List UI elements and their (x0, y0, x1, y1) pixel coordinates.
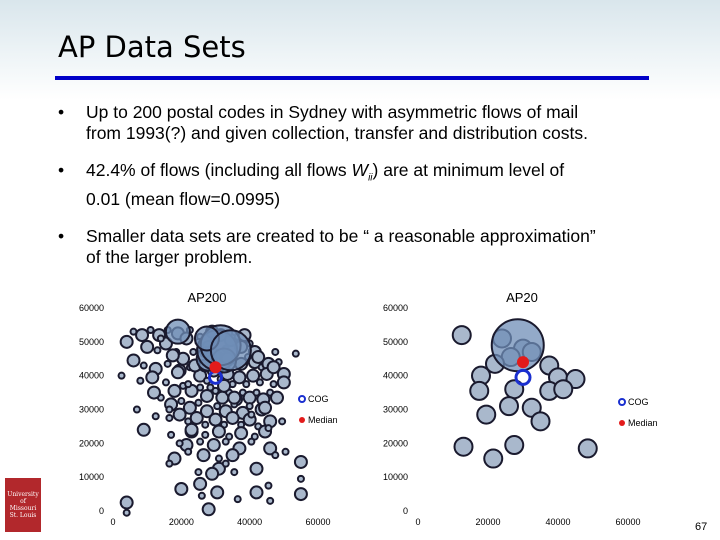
node-point (175, 483, 187, 495)
bullet-line: of the larger problem. (86, 246, 253, 267)
node-point (500, 397, 518, 415)
node-point (195, 400, 201, 406)
x-tick-label: 60000 (615, 517, 641, 527)
bullet-line: 0.01 (mean flow=0.0995) (86, 188, 281, 209)
node-point (227, 412, 239, 424)
node-point (477, 406, 495, 424)
node-point (484, 450, 502, 468)
node-point (223, 439, 229, 445)
median-point (517, 356, 529, 368)
node-point (228, 392, 240, 404)
node-point (223, 461, 229, 467)
node-point (259, 402, 271, 414)
large-node-point (166, 320, 190, 344)
y-tick-label: 0 (98, 506, 104, 516)
x-tick-label: 0 (415, 517, 421, 527)
node-point (248, 412, 254, 418)
node-point (208, 439, 220, 451)
node-point (505, 436, 523, 454)
bullet-list (58, 102, 698, 280)
node-point (210, 414, 222, 426)
node-point (119, 373, 125, 379)
flow-subscript: ii (368, 172, 373, 184)
bullet-item (58, 160, 698, 210)
y-tick-label: 50000 (78, 336, 104, 347)
node-point (293, 351, 299, 357)
node-point (163, 379, 169, 385)
title-underline (55, 76, 649, 80)
node-point (453, 326, 471, 344)
node-point (554, 380, 572, 398)
node-point (197, 439, 203, 445)
node-point (295, 488, 307, 500)
node-point (136, 329, 148, 341)
node-point (165, 361, 171, 367)
node-point (172, 366, 184, 378)
node-point (271, 381, 277, 387)
node-point (141, 363, 147, 369)
node-point (177, 440, 183, 446)
node-point (248, 439, 254, 445)
node-point (227, 449, 239, 461)
legend-cog-label: COG (628, 397, 649, 407)
cog-point (516, 370, 530, 384)
median-point (210, 361, 222, 373)
node-point (235, 427, 247, 439)
node-point (185, 381, 191, 387)
bullet-item (58, 226, 698, 268)
node-point (271, 392, 283, 404)
node-point (272, 452, 278, 458)
node-point (206, 468, 218, 480)
node-point (213, 425, 225, 437)
university-logo (5, 478, 41, 532)
node-point (532, 412, 550, 430)
node-point (168, 432, 174, 438)
node-point (295, 456, 307, 468)
node-point (252, 351, 264, 363)
x-tick-label: 40000 (545, 517, 571, 527)
logo-text: of (20, 498, 26, 505)
node-point (455, 438, 473, 456)
y-tick-label: 20000 (382, 438, 408, 449)
node-point (166, 415, 172, 421)
node-point (247, 403, 253, 409)
node-point (124, 510, 130, 516)
node-point (207, 385, 213, 391)
legend-cog-label: COG (308, 394, 329, 404)
node-point (201, 390, 213, 402)
node-point (191, 412, 203, 424)
y-tick-label: 20000 (78, 438, 104, 449)
node-point (267, 498, 273, 504)
node-point (141, 341, 153, 353)
node-point (268, 361, 280, 373)
legend-median-label: Median (308, 415, 338, 425)
y-tick-label: 60000 (78, 303, 104, 313)
node-point (146, 371, 158, 383)
bullet-line: Smaller data sets are created to be “ a reasonable approximation” (86, 225, 596, 246)
node-point (470, 382, 488, 400)
bullet-marker: • (58, 160, 65, 180)
node-point (148, 327, 154, 333)
node-point (197, 385, 203, 391)
legend-median-label: Median (628, 418, 658, 428)
node-point (202, 432, 208, 438)
logo-text: University (7, 491, 39, 498)
y-tick-label: 10000 (78, 472, 104, 483)
node-point (138, 424, 150, 436)
node-point (169, 385, 181, 397)
node-point (121, 497, 133, 509)
bullet-marker: • (58, 225, 65, 246)
x-tick-label: 20000 (168, 517, 194, 527)
node-point (166, 407, 172, 413)
node-point (134, 407, 140, 413)
node-point (231, 469, 237, 475)
node-point (185, 449, 191, 455)
node-point (251, 486, 263, 498)
node-point (153, 413, 159, 419)
node-point (194, 478, 206, 490)
node-point (265, 483, 271, 489)
slide-number: 67 (695, 521, 708, 533)
node-point (243, 381, 249, 387)
node-point (257, 379, 263, 385)
y-tick-label: 60000 (382, 303, 408, 313)
node-point (190, 349, 196, 355)
node-point (283, 449, 289, 455)
chart-title: AP200 (187, 290, 227, 305)
node-point (203, 503, 215, 515)
node-point (137, 378, 143, 384)
node-point (178, 398, 184, 404)
bullet-marker: • (58, 102, 65, 122)
node-point (272, 349, 278, 355)
node-point (128, 354, 140, 366)
node-point (202, 422, 208, 428)
y-tick-label: 30000 (78, 404, 104, 415)
node-point (166, 461, 172, 467)
node-point (154, 347, 160, 353)
node-point (195, 469, 201, 475)
node-point (121, 336, 133, 348)
node-point (251, 463, 263, 475)
y-tick-label: 0 (402, 506, 408, 516)
x-tick-label: 20000 (475, 517, 501, 527)
legend-cog-marker (299, 396, 305, 402)
node-point (167, 349, 179, 361)
y-tick-label: 30000 (382, 404, 408, 415)
chart-title: AP20 (506, 290, 538, 305)
node-point (298, 476, 304, 482)
y-tick-label: 40000 (382, 370, 408, 381)
legend-cog-marker (619, 399, 625, 405)
node-point (235, 496, 241, 502)
logo-text: Missouri (9, 505, 37, 512)
node-point (216, 456, 222, 462)
logo-text: St. Louis (9, 512, 37, 519)
node-point (279, 418, 285, 424)
node-point (199, 493, 205, 499)
bullet-line: from 1993(?) and given collection, transfer and distribution costs. (86, 123, 588, 143)
flow-variable: W (351, 160, 369, 180)
y-tick-label: 50000 (382, 336, 408, 347)
legend-median-marker (299, 417, 305, 423)
node-point (265, 425, 271, 431)
legend-median-marker (619, 420, 625, 426)
x-tick-label: 60000 (305, 517, 331, 527)
bullet-line: Up to 200 postal codes in Sydney with asymmetric flows of mail (86, 102, 579, 122)
node-point (278, 376, 290, 388)
node-point (186, 424, 198, 436)
bullet-line: ) are at minimum level of (372, 160, 565, 180)
charts-area (0, 280, 720, 540)
y-tick-label: 10000 (382, 472, 408, 483)
bullet-item (58, 102, 698, 144)
slide-title: AP Data Sets (58, 30, 246, 64)
node-point (198, 449, 210, 461)
bullet-line: 42.4% of flows (including all flows (86, 160, 352, 180)
node-point (174, 409, 186, 421)
y-tick-label: 40000 (78, 370, 104, 381)
x-tick-label: 40000 (237, 517, 263, 527)
node-point (579, 439, 597, 457)
node-point (214, 403, 220, 409)
node-point (148, 387, 160, 399)
x-tick-label: 0 (110, 517, 116, 527)
node-point (158, 335, 164, 341)
node-point (211, 486, 223, 498)
